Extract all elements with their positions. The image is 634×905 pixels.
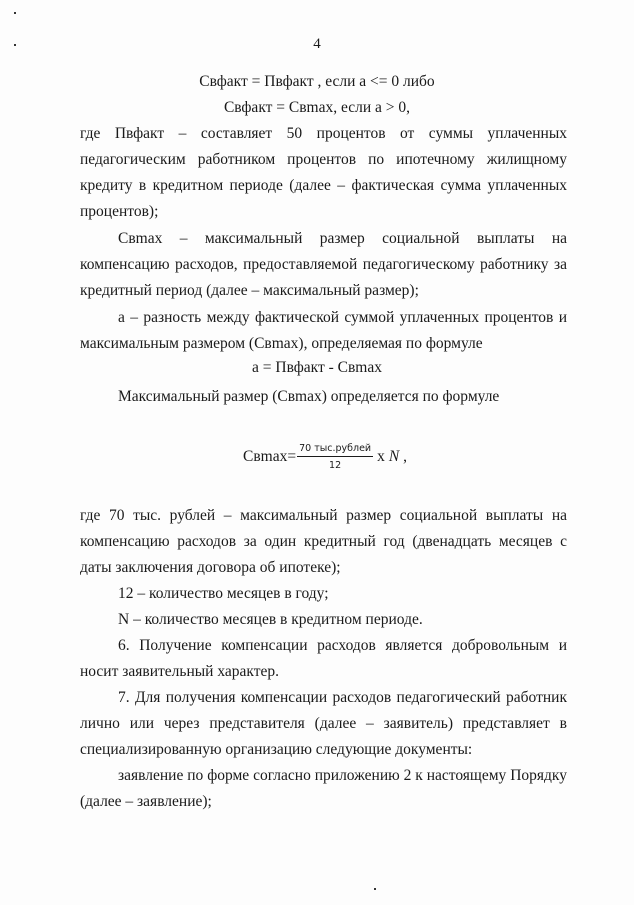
times-sign: x	[377, 448, 385, 465]
formula-a: а = Пвфакт - Свmax	[252, 359, 382, 376]
paragraph-item-7: 7. Для получения компенсации расходов педагогический работник лично или через представителя (далее – заявитель) представляет в специализированную организацию следующие документы:	[80, 689, 567, 758]
paragraph-svmax-definition: Свmax – максимальный размер социальной выплаты на компенсацию расходов, предоставляемой педагогическому работнику за кредитный период (далее – максимальный размер);	[80, 230, 567, 299]
formula-svmax-tail: ,	[399, 448, 407, 465]
paragraph-70k-definition: где 70 тыс. рублей – максимальный размер социальной выплаты на компенсацию расходов за один кредитный год (двенадцать месяцев с даты заключения договора об ипотеке);	[80, 507, 567, 576]
paragraph-a-definition: а – разность между фактической суммой уплаченных процентов и максимальным размером (Свmax), определяемая по формуле	[80, 309, 567, 352]
fraction-denominator: 12	[329, 460, 342, 471]
formula-svmax-lhs: Свmax=	[243, 448, 297, 465]
formula-fact-le-zero: Свфакт = Пвфакт , если а <= 0 либо	[199, 73, 435, 90]
formula-svmax	[243, 437, 407, 477]
paragraph-item-6: 6. Получение компенсации расходов является добровольным и носит заявительный характер.	[80, 637, 567, 680]
fraction	[297, 443, 373, 471]
variable-n: N	[388, 448, 400, 465]
scan-speck	[374, 888, 376, 890]
paragraph-12-definition: 12 – количество месяцев в году;	[118, 585, 329, 602]
paragraph-svmax-formula-intro: Максимальный размер (Свmax) определяется по формуле	[118, 388, 500, 405]
paragraph-application: заявление по форме согласно приложению 2 к настоящему Порядку (далее – заявление);	[80, 767, 567, 810]
fraction-numerator: 70 тыс.рублей	[297, 443, 373, 457]
paragraph-pvfakt-definition: где Пвфакт – составляет 50 процентов от суммы уплаченных педагогическим работником процентов по ипотечному жилищному кредиту в кредитном периоде (далее – фактическая сумма уплаченных процентов);	[80, 125, 567, 220]
page-number: 4	[313, 36, 321, 52]
formula-fact-gt-zero: Свфакт = Свmax, если а > 0,	[223, 99, 411, 116]
scan-speck	[14, 12, 16, 14]
paragraph-n-definition: N – количество месяцев в кредитном периоде.	[118, 611, 423, 628]
scan-speck	[14, 44, 16, 46]
